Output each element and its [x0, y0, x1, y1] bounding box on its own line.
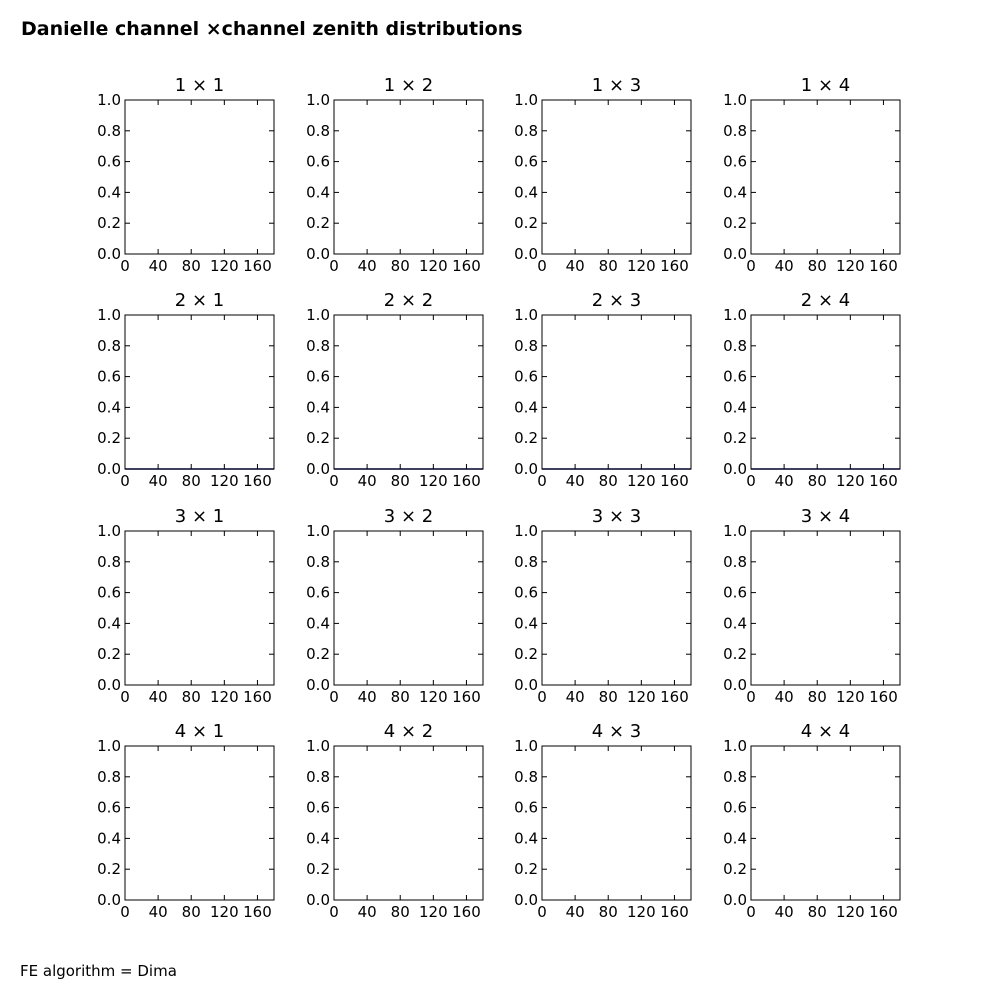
y-tick-label: 1.0: [723, 91, 747, 109]
y-tick-label: 0.2: [514, 645, 538, 664]
y-tick-label: 0.0: [97, 676, 121, 694]
axes-frame: [542, 100, 691, 254]
figure-title: Danielle channel ×channel zenith distributions: [21, 18, 523, 40]
subplot-title: 3 × 3: [591, 506, 642, 527]
subplot-2-2: [306, 290, 483, 490]
y-tick-label: 0.8: [723, 336, 747, 355]
y-tick-label: 1.0: [306, 91, 330, 109]
x-tick-label: 160: [660, 472, 689, 490]
y-tick-label: 0.4: [723, 614, 747, 633]
axes-frame: [751, 315, 900, 469]
x-tick-label: 160: [243, 688, 272, 706]
subplot-title: 3 × 2: [383, 506, 434, 527]
y-tick-label: 0.0: [514, 891, 538, 909]
y-tick-label: 0.4: [723, 829, 747, 848]
subplot-3-3: [514, 506, 691, 706]
subplot-2-4: [723, 290, 900, 490]
y-tick-label: 0.8: [723, 552, 747, 571]
subplot-4-1: [97, 721, 274, 921]
y-tick-label: 0.0: [723, 891, 747, 909]
y-tick-label: 0.4: [306, 398, 330, 417]
axes-frame: [125, 315, 274, 469]
subplot-title: 2 × 4: [800, 290, 851, 311]
y-tick-label: 0.8: [97, 767, 121, 786]
y-tick-label: 0.4: [723, 398, 747, 417]
y-tick-label: 0.8: [306, 767, 330, 786]
y-tick-label: 0.0: [97, 891, 121, 909]
x-tick-label: 40: [148, 903, 168, 921]
y-tick-label: 0.8: [514, 767, 538, 786]
y-tick-label: 1.0: [514, 737, 538, 755]
subplot-3-1: [97, 506, 274, 706]
subplot-4-3: [514, 721, 691, 921]
x-tick-label: 80: [598, 472, 618, 490]
x-tick-label: 120: [836, 903, 865, 921]
x-tick-label: 80: [181, 688, 201, 706]
y-tick-label: 0.8: [723, 121, 747, 140]
x-tick-label: 40: [357, 903, 377, 921]
y-tick-label: 1.0: [723, 522, 747, 540]
x-tick-label: 0: [746, 257, 756, 275]
y-tick-label: 0.6: [306, 798, 330, 817]
x-tick-label: 160: [660, 688, 689, 706]
x-tick-label: 0: [120, 688, 130, 706]
subplot-title: 1 × 2: [383, 75, 434, 96]
y-tick-label: 0.2: [97, 645, 121, 664]
y-tick-label: 1.0: [97, 91, 121, 109]
axes-frame: [334, 100, 483, 254]
y-tick-label: 0.0: [306, 460, 330, 478]
axes-frame: [542, 746, 691, 900]
y-tick-label: 0.2: [97, 429, 121, 448]
x-tick-label: 160: [869, 257, 898, 275]
subplot-2-3: [514, 290, 691, 490]
y-tick-label: 0.8: [514, 552, 538, 571]
x-tick-label: 80: [807, 903, 827, 921]
y-tick-label: 0.2: [514, 429, 538, 448]
axes-frame: [125, 100, 274, 254]
subplot-title: 3 × 1: [174, 506, 225, 527]
y-tick-label: 0.4: [514, 829, 538, 848]
x-tick-label: 40: [148, 472, 168, 490]
x-tick-label: 40: [774, 903, 794, 921]
x-tick-label: 40: [774, 688, 794, 706]
x-tick-label: 0: [120, 257, 130, 275]
x-tick-label: 40: [357, 688, 377, 706]
y-tick-label: 0.4: [514, 614, 538, 633]
x-tick-label: 120: [627, 903, 656, 921]
y-tick-label: 0.6: [723, 367, 747, 386]
y-tick-label: 0.0: [514, 460, 538, 478]
y-tick-label: 0.4: [97, 398, 121, 417]
y-tick-label: 0.4: [306, 829, 330, 848]
x-tick-label: 120: [627, 472, 656, 490]
subplot-title: 1 × 3: [591, 75, 642, 96]
y-tick-label: 0.4: [97, 614, 121, 633]
y-tick-label: 0.0: [723, 245, 747, 263]
y-tick-label: 0.6: [97, 798, 121, 817]
y-tick-label: 1.0: [97, 737, 121, 755]
x-tick-label: 0: [120, 903, 130, 921]
y-tick-label: 0.6: [723, 583, 747, 602]
x-tick-label: 0: [537, 257, 547, 275]
x-tick-label: 160: [452, 688, 481, 706]
x-tick-label: 120: [419, 472, 448, 490]
subplot-title: 4 × 3: [591, 721, 642, 742]
y-tick-label: 0.6: [723, 798, 747, 817]
x-tick-label: 0: [537, 903, 547, 921]
x-tick-label: 160: [869, 688, 898, 706]
y-tick-label: 0.4: [514, 398, 538, 417]
y-tick-label: 0.0: [723, 676, 747, 694]
y-tick-label: 0.2: [306, 429, 330, 448]
y-tick-label: 0.2: [97, 860, 121, 879]
y-tick-label: 0.2: [306, 214, 330, 233]
y-tick-label: 1.0: [306, 737, 330, 755]
y-tick-label: 0.4: [306, 183, 330, 202]
axes-frame: [542, 315, 691, 469]
y-tick-label: 0.8: [306, 552, 330, 571]
x-tick-label: 80: [807, 688, 827, 706]
y-tick-label: 1.0: [97, 306, 121, 324]
x-tick-label: 0: [537, 688, 547, 706]
y-tick-label: 0.0: [514, 245, 538, 263]
x-tick-label: 120: [210, 688, 239, 706]
x-tick-label: 80: [181, 903, 201, 921]
x-tick-label: 120: [836, 257, 865, 275]
x-tick-label: 120: [836, 472, 865, 490]
subplot-1-2: [306, 75, 483, 275]
x-tick-label: 120: [836, 688, 865, 706]
x-tick-label: 40: [565, 257, 585, 275]
y-tick-label: 0.2: [723, 214, 747, 233]
x-tick-label: 120: [210, 257, 239, 275]
y-tick-label: 0.0: [306, 676, 330, 694]
x-tick-label: 80: [598, 257, 618, 275]
axes-frame: [751, 100, 900, 254]
y-tick-label: 0.6: [514, 798, 538, 817]
x-tick-label: 120: [210, 472, 239, 490]
axes-frame: [751, 746, 900, 900]
axes-frame: [334, 746, 483, 900]
x-tick-label: 80: [598, 688, 618, 706]
y-tick-label: 0.0: [514, 676, 538, 694]
x-tick-label: 120: [627, 257, 656, 275]
x-tick-label: 160: [869, 472, 898, 490]
subplot-title: 4 × 4: [800, 721, 851, 742]
y-tick-label: 1.0: [723, 737, 747, 755]
y-tick-label: 1.0: [97, 522, 121, 540]
x-tick-label: 40: [774, 472, 794, 490]
x-tick-label: 80: [390, 903, 410, 921]
x-tick-label: 40: [357, 472, 377, 490]
axes-frame: [334, 531, 483, 685]
y-tick-label: 0.6: [97, 367, 121, 386]
subplot-4-4: [723, 721, 900, 921]
subplot-title: 2 × 3: [591, 290, 642, 311]
y-tick-label: 0.8: [306, 336, 330, 355]
axes-frame: [125, 746, 274, 900]
x-tick-label: 0: [120, 472, 130, 490]
y-tick-label: 1.0: [306, 306, 330, 324]
x-tick-label: 0: [746, 688, 756, 706]
y-tick-label: 0.6: [306, 583, 330, 602]
y-tick-label: 0.6: [723, 152, 747, 171]
y-tick-label: 1.0: [306, 522, 330, 540]
y-tick-label: 0.6: [306, 367, 330, 386]
y-tick-label: 0.6: [97, 583, 121, 602]
x-tick-label: 40: [148, 688, 168, 706]
subplot-1-1: [97, 75, 274, 275]
y-tick-label: 0.6: [514, 367, 538, 386]
subplot-title: 1 × 1: [174, 75, 225, 96]
x-tick-label: 0: [329, 903, 339, 921]
subplot-3-2: [306, 506, 483, 706]
y-tick-label: 0.2: [306, 645, 330, 664]
x-tick-label: 40: [357, 257, 377, 275]
x-tick-label: 80: [390, 257, 410, 275]
x-tick-label: 0: [329, 472, 339, 490]
x-tick-label: 120: [419, 257, 448, 275]
subplot-1-4: [723, 75, 900, 275]
subplot-title: 3 × 4: [800, 506, 851, 527]
x-tick-label: 80: [390, 472, 410, 490]
y-tick-label: 0.2: [723, 429, 747, 448]
x-tick-label: 160: [660, 257, 689, 275]
y-tick-label: 0.2: [723, 645, 747, 664]
subplot-title: 4 × 2: [383, 721, 434, 742]
y-tick-label: 0.8: [97, 121, 121, 140]
x-tick-label: 40: [774, 257, 794, 275]
x-tick-label: 0: [329, 257, 339, 275]
x-tick-label: 160: [660, 903, 689, 921]
y-tick-label: 1.0: [514, 306, 538, 324]
x-tick-label: 120: [210, 903, 239, 921]
y-tick-label: 1.0: [514, 91, 538, 109]
y-tick-label: 0.8: [514, 336, 538, 355]
subplot-2-1: [97, 290, 274, 490]
y-tick-label: 0.0: [97, 245, 121, 263]
y-tick-label: 0.0: [97, 460, 121, 478]
y-tick-label: 0.6: [514, 152, 538, 171]
x-tick-label: 40: [565, 903, 585, 921]
y-tick-label: 0.8: [306, 121, 330, 140]
x-tick-label: 160: [869, 903, 898, 921]
subplot-title: 4 × 1: [174, 721, 225, 742]
y-tick-label: 0.2: [723, 860, 747, 879]
footer-note: FE algorithm = Dima: [20, 962, 177, 980]
x-tick-label: 160: [243, 257, 272, 275]
subplot-title: 2 × 1: [174, 290, 225, 311]
y-tick-label: 0.4: [723, 183, 747, 202]
x-tick-label: 0: [746, 903, 756, 921]
x-tick-label: 80: [181, 257, 201, 275]
y-tick-label: 0.0: [723, 460, 747, 478]
x-tick-label: 120: [419, 903, 448, 921]
x-tick-label: 80: [807, 472, 827, 490]
y-tick-label: 0.6: [514, 583, 538, 602]
x-tick-label: 160: [452, 472, 481, 490]
subplot-4-2: [306, 721, 483, 921]
x-tick-label: 80: [807, 257, 827, 275]
x-tick-label: 80: [598, 903, 618, 921]
axes-frame: [751, 531, 900, 685]
axes-frame: [542, 531, 691, 685]
subplot-1-3: [514, 75, 691, 275]
y-tick-label: 1.0: [723, 306, 747, 324]
y-tick-label: 1.0: [514, 522, 538, 540]
axes-frame: [125, 531, 274, 685]
x-tick-label: 160: [243, 903, 272, 921]
y-tick-label: 0.4: [97, 183, 121, 202]
x-tick-label: 0: [329, 688, 339, 706]
x-tick-label: 120: [419, 688, 448, 706]
y-tick-label: 0.8: [723, 767, 747, 786]
y-tick-label: 0.8: [97, 552, 121, 571]
x-tick-label: 160: [452, 903, 481, 921]
y-tick-label: 0.2: [514, 860, 538, 879]
y-tick-label: 0.0: [306, 891, 330, 909]
y-tick-label: 0.8: [514, 121, 538, 140]
x-tick-label: 0: [746, 472, 756, 490]
y-tick-label: 0.2: [97, 214, 121, 233]
x-tick-label: 80: [390, 688, 410, 706]
y-tick-label: 0.6: [97, 152, 121, 171]
subplot-title: 1 × 4: [800, 75, 851, 96]
subplot-title: 2 × 2: [383, 290, 434, 311]
x-tick-label: 80: [181, 472, 201, 490]
x-tick-label: 160: [452, 257, 481, 275]
y-tick-label: 0.4: [514, 183, 538, 202]
y-tick-label: 0.6: [306, 152, 330, 171]
x-tick-label: 40: [148, 257, 168, 275]
x-tick-label: 160: [243, 472, 272, 490]
y-tick-label: 0.2: [514, 214, 538, 233]
x-tick-label: 40: [565, 688, 585, 706]
x-tick-label: 0: [537, 472, 547, 490]
y-tick-label: 0.2: [306, 860, 330, 879]
y-tick-label: 0.4: [97, 829, 121, 848]
axes-frame: [334, 315, 483, 469]
y-tick-label: 0.4: [306, 614, 330, 633]
y-tick-label: 0.8: [97, 336, 121, 355]
x-tick-label: 120: [627, 688, 656, 706]
y-tick-label: 0.0: [306, 245, 330, 263]
x-tick-label: 40: [565, 472, 585, 490]
subplot-3-4: [723, 506, 900, 706]
